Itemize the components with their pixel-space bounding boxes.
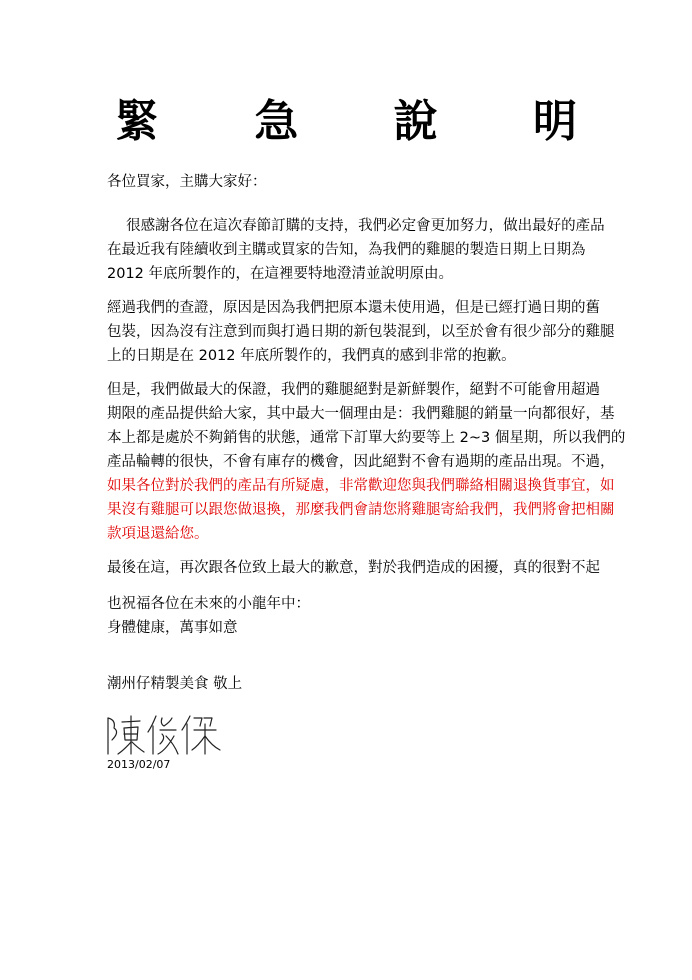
paragraph-3-red-line: 如果各位對於我們的產品有所疑慮，非常歡迎您與我們聯絡相關退換貨事宜，如 — [107, 478, 615, 494]
paragraph-2-line: 經過我們的查證，原因是因為我們把原本還未使用過，但是已經打過日期的舊 — [107, 300, 600, 316]
paragraph-1-line: 很感謝各位在這次春節訂購的支持，我們必定會更加努力，做出最好的產品 — [107, 218, 605, 234]
signature-date: 2013/02/07 — [107, 758, 171, 771]
paragraph-3-line: 但是，我們做最大的保證，我們的雞腿絕對是新鮮製作，絕對不可能會用超過 — [107, 382, 600, 398]
paragraph-3-line: 本上都是處於不夠銷售的狀態，通常下訂單大約要等上 2~3 個星期，所以我們的 — [107, 430, 626, 446]
paragraph-1-line: 在最近我有陸續收到主購或買家的告知，為我們的雞腿的製造日期上日期為 — [107, 242, 586, 258]
page-title: 緊 急 說 明 — [115, 96, 617, 147]
handwritten-signature — [104, 710, 224, 758]
paragraph-3-red-line: 果沒有雞腿可以跟您做退換，那麼我們會請您將雞腿寄給我們，我們將會把相關 — [107, 502, 615, 518]
paragraph-1-line: 2012 年底所製作的，在這裡要特地澄清並說明原由。 — [107, 266, 454, 282]
paragraph-3-line: 產品輪轉的很快，不會有庫存的機會，因此絕對不會有過期的產品出現。不過， — [107, 454, 615, 470]
wishes-line: 也祝福各位在未來的小龍年中： — [107, 596, 310, 612]
apology-line: 最後在這，再次跟各位致上最大的歉意，對於我們造成的困擾，真的很對不起 — [107, 560, 600, 576]
paragraph-2-line: 上的日期是在 2012 年底所製作的，我們真的感到非常的抱歉。 — [107, 348, 516, 364]
wishes-line: 身體健康，萬事如意 — [107, 620, 238, 636]
paragraph-2-line: 包裝，因為沒有注意到而與打過日期的新包裝混到，以至於會有很少部分的雞腿 — [107, 324, 615, 340]
sign-off: 潮州仔精製美食 敬上 — [107, 676, 243, 692]
paragraph-3-line: 期限的產品提供給大家，其中最大一個理由是：我們雞腿的銷量一向都很好，基 — [107, 406, 615, 422]
greeting: 各位買家，主購大家好： — [107, 174, 267, 190]
paragraph-3-red-line: 款項退還給您。 — [107, 526, 209, 542]
